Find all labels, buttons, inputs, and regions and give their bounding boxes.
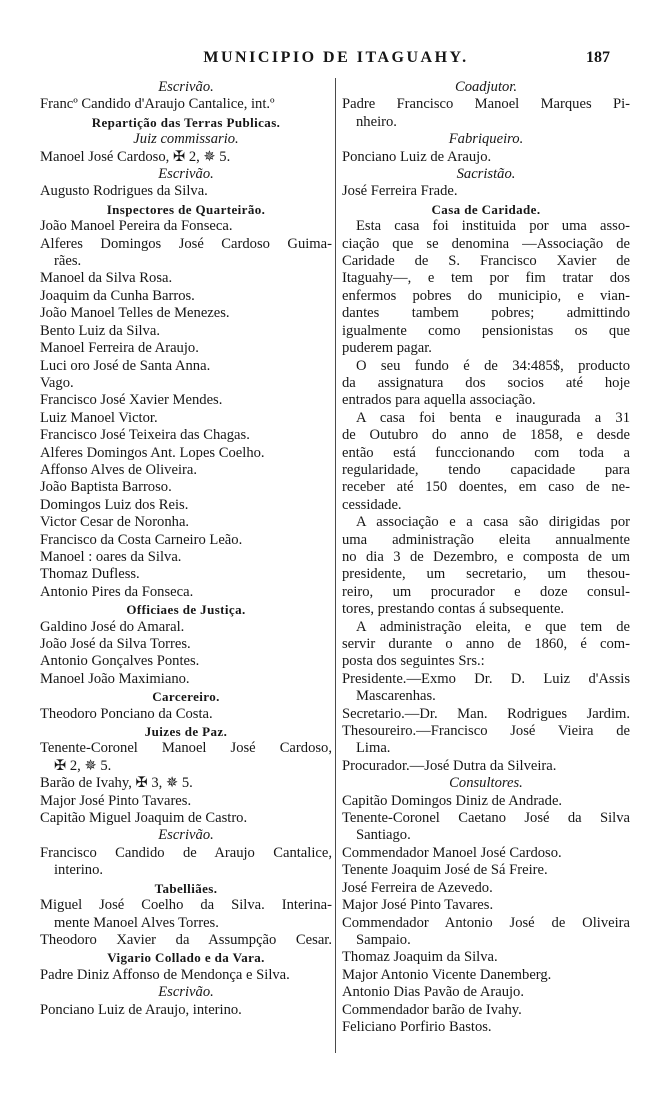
entry-line: Manoel Ferreira de Araujo. [40, 340, 199, 357]
entry-line: Theodoro Xavier da Assumpção Cesar. [40, 931, 332, 948]
entry-line: Galdino José do Amaral. [40, 618, 185, 635]
entry-line: Thomaz Joaquim da Silva. [342, 949, 498, 966]
entry-line: Feliciano Porfirio Bastos. [342, 1018, 492, 1035]
entry-line: Victor Cesar de Noronha. [40, 514, 190, 531]
paragraph-line: tores, prestando contas á subsequente. [342, 601, 565, 618]
entry-continuation: Mascarenhas. [356, 688, 436, 705]
paragraph-line: uma administração eleita annualmente [342, 531, 630, 548]
entry-line: Commendador Antonio José de Oliveira [342, 914, 630, 931]
entry-line: Theodoro Ponciano da Costa. [40, 705, 213, 722]
entry-continuation: nheiro. [356, 113, 397, 130]
entry-line: Miguel José Coelho da Silva. Interina- [40, 897, 332, 914]
entry-line: Luci oro José de Santa Anna. [40, 357, 211, 374]
entry-continuation: Santiago. [356, 827, 411, 844]
entry-line: Augusto Rodrigues da Silva. [40, 183, 208, 200]
entry-line: Bento Luiz da Silva. [40, 322, 160, 339]
paragraph-line: cessidade. [342, 496, 402, 513]
entry-line: Barão de Ivahy, ✠ 3, ✵ 5. [40, 775, 193, 792]
entry-line: Luiz Manoel Victor. [40, 409, 158, 426]
entry-line: Commendador barão de Ivahy. [342, 1001, 522, 1018]
entry-line: Manoel João Maximiano. [40, 670, 190, 687]
entry-line: Affonso Alves de Oliveira. [40, 461, 197, 478]
section-heading: Carcereiro. [152, 689, 220, 705]
right-column [342, 79, 630, 1036]
left-column [40, 79, 332, 1019]
entry-line: Secretario.—Dr. Man. Rodrigues Jardim. [342, 705, 630, 722]
entry-line: Antonio Pires da Fonseca. [40, 583, 194, 600]
entry-line: Ponciano Luiz de Araujo, interino. [40, 1001, 242, 1018]
paragraph-line: ciação que se denomina —Associação de [342, 235, 630, 252]
entry-line: Manoel da Silva Rosa. [40, 270, 173, 287]
entry-line: Tenente Joaquim José de Sá Freire. [342, 862, 548, 879]
entry-line: Alferes Domingos José Cardoso Guima- [40, 235, 332, 252]
paragraph-line: de Outubro do anno de 1858, e desde [342, 427, 630, 444]
paragraph-line: Itaguahy—, e tem por fim tratar dos [342, 270, 630, 287]
role-label: Escrivão. [158, 984, 214, 1001]
entry-line: José Ferreira Frade. [342, 183, 458, 200]
entry-line: Major Antonio Vicente Danemberg. [342, 966, 552, 983]
entry-line: Alferes Domingos Ant. Lopes Coelho. [40, 444, 265, 461]
section-heading: Inspectores de Quarteirão. [106, 201, 266, 217]
entry-line: João Manoel Telles de Menezes. [40, 305, 230, 322]
page-title: MUNICIPIO DE ITAGUAHY. [203, 49, 469, 66]
paragraph-line: A administração eleita, e que tem de [356, 618, 630, 635]
paragraph-line: posta dos seguintes Srs.: [342, 653, 485, 670]
paragraph-line: Esta casa foi instituida por uma asso- [356, 218, 630, 235]
role-label: Coadjutor. [454, 79, 518, 95]
entry-line: Francisco José Xavier Mendes. [40, 392, 223, 409]
section-heading: Casa de Caridade. [431, 201, 541, 217]
entry-line: Domingos Luiz dos Reis. [40, 496, 189, 513]
section-heading: Officiaes de Justiça. [126, 602, 246, 618]
paragraph-line: enfermos pobres do municipio, e vian- [342, 287, 630, 304]
entry-line: Manoel José Cardoso, ✠ 2, ✵ 5. [40, 148, 231, 165]
entry-line: Antonio Dias Pavão de Araujo. [342, 984, 524, 1001]
role-label: Fabriqueiro. [448, 131, 524, 148]
entry-line: Major José Pinto Tavares. [40, 792, 192, 809]
entry-line: Tenente-Coronel Caetano José da Silva [342, 810, 630, 827]
paragraph-line: receber até 150 doentes, em caso de ne- [342, 479, 630, 496]
paragraph-line: A associação e a casa são dirigidas por [356, 514, 630, 531]
paragraph-line: igualmente como pensionistas os que [342, 322, 630, 339]
section-heading: Vigario Collado e da Vara. [107, 950, 265, 966]
section-heading: Juizes de Paz. [144, 724, 228, 740]
role-label: Escrivão. [158, 166, 214, 183]
entry-line: João José da Silva Torres. [40, 636, 191, 652]
entry-line: Manoel : oares da Silva. [40, 548, 182, 565]
entry-line: Joaquim da Cunha Barros. [40, 287, 195, 304]
entry-line: João Manoel Pereira da Fonseca. [40, 218, 233, 235]
paragraph-line: servir durante o anno de 1860, é com- [342, 636, 630, 652]
section-heading: Tabelliães. [154, 880, 218, 896]
role-label: Escrivão. [158, 827, 214, 844]
entry-line: Thesoureiro.—Francisco José Vieira de [342, 723, 630, 740]
entry-line: Procurador.—José Dutra da Silveira. [342, 757, 557, 774]
paragraph-line: no dia 3 de Dezembro, e composta de um [342, 548, 630, 565]
entry-line: Antonio Gonçalves Pontes. [40, 653, 200, 670]
role-label: Consultores. [449, 775, 523, 792]
paragraph-line: dantes tambem pobres; admittindo [342, 305, 630, 322]
entry-line: Thomaz Dufless. [40, 566, 140, 583]
entry-line: Capitão Domingos Diniz de Andrade. [342, 792, 563, 809]
entry-line: João Baptista Barroso. [40, 479, 172, 496]
entry-continuation: Sampaio. [356, 931, 411, 948]
paragraph-line: entrados para aquella associação. [342, 392, 536, 409]
entry-line: José Ferreira de Azevedo. [342, 879, 493, 896]
entry-line: Presidente.—Exmo Dr. D. Luiz d'Assis [342, 670, 630, 687]
entry-continuation: rães. [54, 253, 82, 270]
paragraph-line: puderem pagar. [342, 340, 432, 357]
paragraph-line: presidente, um secretario, um thesou- [342, 566, 630, 583]
entry-line: Capitão Miguel Joaquim de Castro. [40, 810, 248, 827]
paragraph-line: da assignatura dos socios até hoje [342, 374, 630, 391]
entry-line: Vago. [40, 374, 74, 391]
entry-line: Major José Pinto Tavares. [342, 897, 494, 914]
paragraph-line: então está funccionando com toda a [342, 444, 630, 461]
entry-line: Padre Francisco Manoel Marques Pi- [342, 96, 630, 113]
entry-line: Francº Candido d'Araujo Cantalice, int.º [40, 96, 275, 113]
entry-line: Padre Diniz Affonso de Mendonça e Silva. [40, 966, 290, 983]
entry-continuation: interino. [54, 862, 104, 879]
role-label: Juiz commissario. [133, 131, 239, 148]
paragraph-line: A casa foi benta e inaugurada a 31 [356, 409, 630, 426]
entry-line: Francisco da Costa Carneiro Leão. [40, 531, 243, 548]
section-heading: Repartição das Terras Publicas. [91, 114, 281, 130]
paragraph-line: regularidade, tendo capacidade para [342, 461, 630, 478]
page-number: 187 [586, 49, 610, 66]
paragraph-line: reiro, um procurador e doze consul- [342, 583, 630, 600]
entry-line: Francisco José Teixeira das Chagas. [40, 427, 250, 444]
paragraph-line: O seu fundo é de 34:485$, producto [356, 357, 630, 374]
entry-line: Francisco Candido de Araujo Cantalice, [40, 844, 332, 861]
role-label: Sacristão. [456, 166, 516, 183]
entry-line: Ponciano Luiz de Araujo. [342, 148, 492, 165]
entry-line: Tenente-Coronel Manoel José Cardoso, [40, 740, 332, 757]
role-label: Escrivão. [158, 79, 214, 95]
paragraph-line: Caridade de S. Francisco Xavier de [342, 253, 630, 270]
entry-continuation: Lima. [356, 740, 391, 757]
entry-continuation: ✠ 2, ✵ 5. [54, 757, 112, 774]
entry-line: Commendador Manoel José Cardoso. [342, 844, 562, 861]
entry-continuation: mente Manoel Alves Torres. [54, 914, 219, 931]
running-head [0, 49, 672, 73]
column-divider [335, 78, 336, 1053]
